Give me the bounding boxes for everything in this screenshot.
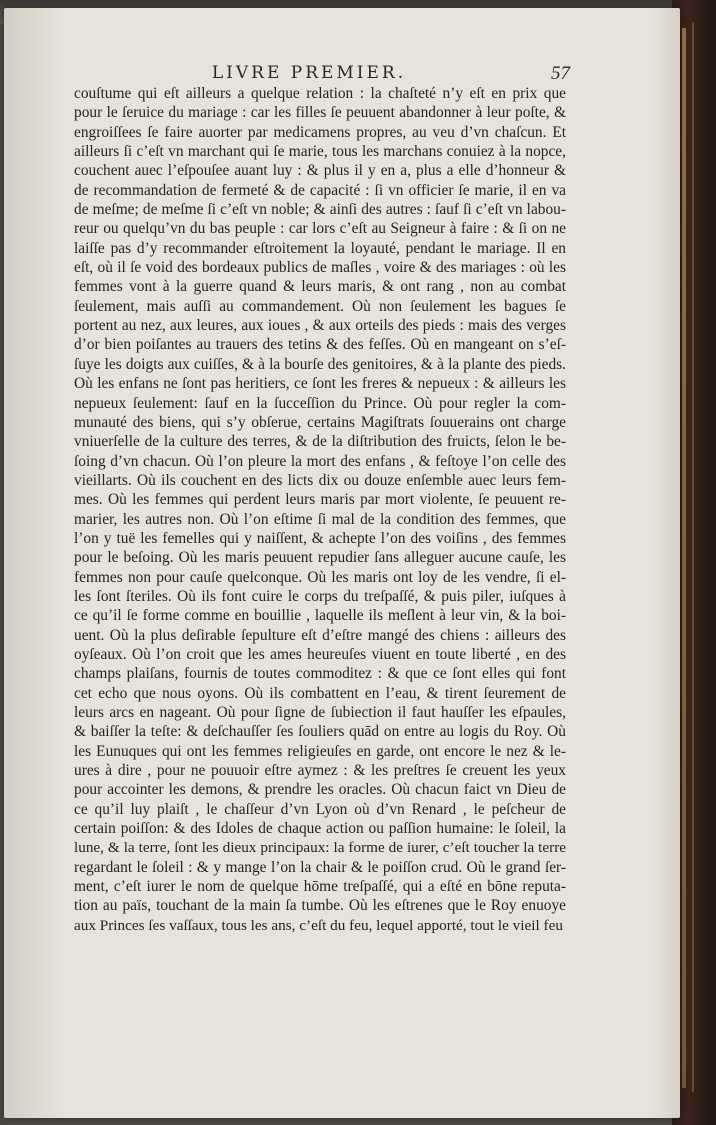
text-line: ment, c’eſt iurer le nom de quelque hōme treſpaſſé, qui a eſté en bōne reputa- (74, 878, 566, 896)
text-line: ce qu’il ſe forme comme en bouillie , laquelle ils meſlent à leur vin, & la boi- (74, 607, 566, 625)
text-line: champs plaiſans, fournis de toutes commoditez : & que ce ſont elles qui font (74, 665, 566, 683)
text-line: vniuerſelle de la culture des terres, & de la diſtribution des fruicts, ſelon le be- (74, 433, 566, 451)
text-line: mes. Où les femmes qui perdent leurs maris par mort violente, ſe peuuent re- (74, 491, 566, 509)
page-number: 57 (551, 63, 570, 84)
text-line: pour le ſeruice du mariage : car les filles ſe peuuent abandonner à leur poſte, & (74, 104, 566, 122)
binding-edge-line (692, 22, 694, 1092)
text-line: de recommandation de fermeté & de capacité : ſi vn officier ſe marie, il en va (74, 181, 566, 199)
text-line: marier, les autres non. Où l’on eſtime ſi mal de la condition des femmes, que (74, 510, 566, 528)
text-line: & baiſſer la teſte: & deſchauſſer ſes ſouliers quād on entre au logis du Roy. Où (74, 723, 566, 741)
body-text (74, 84, 566, 935)
running-head: LIVRE PREMIER. (211, 63, 407, 83)
text-line: regardant le ſoleil : & y mange l’on la chair & le poiſſon crud. Où le grand ſer- (74, 858, 566, 876)
text-line: eſt, où il ſe void des bordeaux publics de maſles , voire & des mariages : où les (74, 259, 566, 277)
text-line: vieillarts. Où ils couchent en des licts dix ou douze enſemble auec leurs fem- (74, 471, 566, 489)
text-line: pour accointer les demons, & prendre les oracles. Où chacun faict vn Dieu de (74, 781, 566, 799)
text-line: couchent auec l’eſpouſee auant luy : & plus il y en a, plus a elle d’honneur & (74, 162, 566, 180)
text-line: laiſſe pas d’y recommander eſtroitement la loyauté, pendant le mariage. Il en (74, 239, 566, 257)
text-line: oyſeaux. Où l’on croit que les ames heureuſes viuent en toute liberté , en des (74, 645, 566, 663)
text-line: ailleurs ſi c’eſt vn marchant qui ſe marie, tous les marchans conuiez à la nopce, (74, 143, 566, 161)
gutter-shadow (4, 8, 64, 1118)
text-line: engroiſſees ſe faire auorter par medicamens propres, au veu d’vn chaſcun. Et (74, 123, 566, 141)
text-line: ſuye les doigts aux cuiſſes, & à la bourſe des genitoires, & à la plante des pieds. (74, 355, 566, 373)
text-line: femmes vont à la guerre quand & leurs maris, & ont rang , non au combat (74, 278, 566, 296)
text-line: les Eunuques qui ont les femmes religieuſes en garde, ont encore le nez & le- (74, 742, 566, 760)
text-line: les ſont ſteriles. Où ils font cuire le corps du treſpaſſé, & puis piler, iuſques à (74, 587, 566, 605)
text-line: portent au nez, aux leures, aux ioues , & aux orteils des pieds : mais des verges (74, 317, 566, 335)
text-line: reur ou quelqu’vn du bas peuple : car lors c’eſt au Seigneur à faire : & ſi on ne (74, 220, 566, 238)
text-line: couſtume qui eſt ailleurs a quelque relation : la chaſteté n’y eſt en prix que (74, 85, 566, 102)
text-line: femmes non pour cauſe quelconque. Où les maris ont loy de les vendre, ſi el- (74, 568, 566, 586)
text-line: ſeulement, mais auſſi au commandement. Où non ſeulement les bagues ſe (74, 297, 566, 315)
gilt-edge-band (682, 28, 686, 1088)
text-line: d’or bien poiſantes au trauers des tetins & des feſſes. Où en mangeant on s’eſ- (74, 336, 566, 354)
edge-shadow (650, 8, 680, 1118)
text-line: lune, & la terre, ſont les dieux principaux: la forme de iurer, c’eſt toucher la terre (74, 839, 566, 857)
text-line: de meſme; de meſme ſi c’eſt vn noble; & ainſi des autres : ſauf ſi c’eſt vn labou- (74, 201, 566, 219)
book-page (4, 8, 680, 1118)
text-line: pour le beſoing. Où les maris peuuent repudier ſans alleguer aucune cauſe, les (74, 549, 566, 567)
text-line: tion au païs, touchant de la main ſa tumbe. Où les eſtrenes que le Roy enuoye (74, 897, 566, 915)
text-line: Où les enfans ne ſont pas heritiers, ce ſont les freres & nepueux : & ailleurs les (74, 375, 566, 393)
text-line: cet echo que nous oyons. Où ils combattent en l’eau, & tirent ſeurement de (74, 684, 566, 702)
text-line: leurs arcs en nageant. Où pour ſigne de ſubiection il faut hauſſer les eſpaules, (74, 704, 566, 721)
text-line: certain poiſſon: & des Idoles de chaque action ou paſſion humaine: le ſoleil, la (74, 820, 566, 838)
text-line: ſoing d’vn chacun. Où l’on pleure la mort des enfans , & feſtoye l’on celle des (74, 452, 566, 470)
text-line: aux Princes ſes vaſſaux, tous les ans, c’eſt du feu, lequel apporté, tout le vieil feu (74, 916, 563, 934)
text-line: uent. Où la plus deſirable ſepulture eſt d’eſtre mangé des chiens : ailleurs des (74, 626, 566, 644)
text-line: ce qu’il luy plaiſt , le chaſſeur d’vn Lyon où d’vn Renard , le peſcheur de (74, 800, 566, 818)
text-line: l’on y tuë les femelles qui y naiſſent, & achepte l’on des voiſins , des femmes (74, 529, 566, 547)
text-line: nepueux ſeulement: ſauf en la ſucceſſion du Prince. Où pour regler la com- (74, 394, 566, 412)
text-line: ures à dire , pour ne pouuoir eſtre aymez : & les preſtres ſe creuent les yeux (74, 762, 566, 780)
text-line: munauté des biens, qui s’y obſerue, certains Magiſtrats ſouuerains ont charge (74, 413, 566, 431)
